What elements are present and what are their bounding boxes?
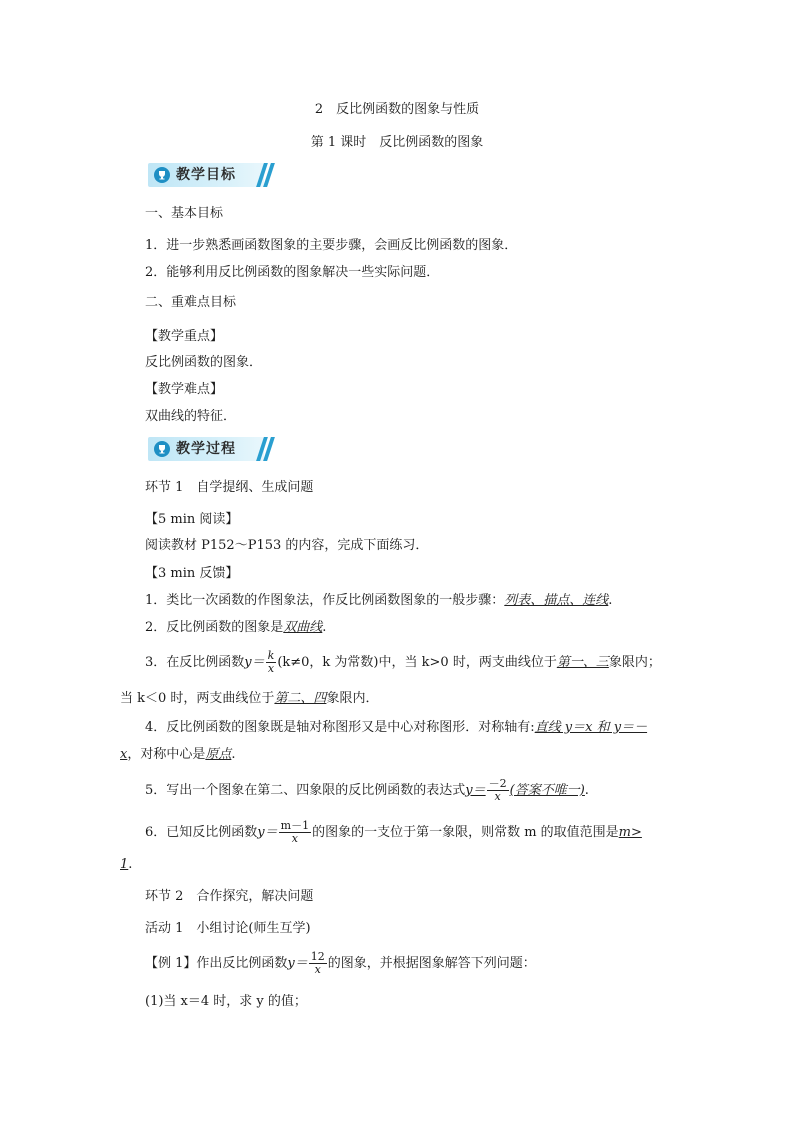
sub-question-1: (1)当 x＝4 时，求 y 的值； [145,994,307,1009]
q6-end: . [128,857,133,872]
q6-denominator: x [291,832,298,845]
q1-end: . [608,593,613,608]
q3-end-2: 象限内． [326,691,379,706]
q5-note: (答案不唯一) [509,783,585,798]
feedback-label: 【3 min 反馈】 [145,566,239,581]
trophy-icon [154,167,170,183]
question-4-line2 [120,745,236,765]
goal-item: 2．能够利用反比例函数的图象解决一些实际问题． [145,265,440,280]
q6-line2-answer: 1 [120,857,129,872]
example-denominator: x [314,963,321,976]
section-label: 教学目标 [176,167,236,183]
example-pre: 【例 1】作出反比例函数 [145,956,288,971]
q6-answer: m> [618,825,642,840]
example-y: y＝ [287,956,308,971]
q6-y: y＝ [257,825,278,840]
key-goals-heading: 二、重难点目标 [145,295,237,310]
q3-answer-1: 第一、三 [556,655,609,670]
read-label: 【5 min 阅读】 [145,512,239,527]
question-6 [145,819,642,847]
example-post: 的图象，并根据图象解答下列问题： [327,956,536,971]
question-5 [145,777,589,805]
question-3-line2 [120,689,378,709]
example-numerator: 12 [310,950,325,963]
q4-answer-2: 原点 [205,747,232,762]
basic-goals-heading: 一、基本目标 [145,206,224,221]
section-label: 教学过程 [176,441,236,457]
q4-text: 4．反比例函数的图象既是轴对称图形又是中心对称图形．对称轴有: [145,720,535,735]
q3-line2-pre: 当 k＜0 时，两支曲线位于 [120,691,275,706]
q5-y: y＝ [465,783,486,798]
q6-pre: 6．已知反比例函数 [145,825,258,840]
q4-end: . [231,747,236,762]
example-fraction [309,951,327,976]
question-2 [145,618,326,638]
q3-numerator: k [267,649,275,662]
key-point-label: 【教学重点】 [145,329,224,344]
q5-answer [465,777,585,803]
q5-text: 5．写出一个图象在第二、四象限的反比例函数的表达式 [145,783,466,798]
q6-numerator: m－1 [280,819,310,832]
q6-fraction [279,820,311,845]
q5-numerator: －2 [488,777,507,790]
page-title: 2 反比例函数的图象与性质 [314,102,480,117]
q3-denominator: x [267,662,275,675]
q4-line2-answer: x [120,747,128,762]
q3-y: y＝ [244,655,265,670]
q5-end: . [584,783,589,798]
trophy-icon [154,441,170,457]
q3-fraction [266,650,277,675]
q6-mid: 的图象的一支位于第一象限，则常数 m 的取值范围是 [312,825,619,840]
difficulty-label: 【教学难点】 [145,382,224,397]
section-banner-goals [148,163,272,187]
q1-answer: 列表、描点、连线 [504,593,609,608]
q5-denominator: x [494,790,501,803]
q4-answer-1: 直线 y＝x 和 y＝－ [534,720,648,735]
read-text: 阅读教材 P152～P153 的内容，完成下面练习． [145,538,429,553]
difficulty-text: 双曲线的特征． [145,409,237,424]
link2-heading: 环节 2 合作探究，解决问题 [145,889,314,904]
q3-answer-2: 第二、四 [274,691,327,706]
key-point-text: 反比例函数的图象． [145,355,263,370]
q2-end: . [322,620,327,635]
goal-item: 1．进一步熟悉画函数图象的主要步骤，会画反比例函数的图象． [145,238,518,253]
question-4 [145,718,647,738]
q3-pre: 3．在反比例函数 [145,655,245,670]
q2-text: 2．反比例函数的图象是 [145,620,284,635]
question-1 [145,591,612,611]
link1-heading: 环节 1 自学提纲、生成问题 [145,480,314,495]
q2-answer: 双曲线 [283,620,323,635]
example-1 [145,950,536,978]
q1-text: 1．类比一次函数的作图象法，作反比例函数图象的一般步骤： [145,593,505,608]
question-6-line2 [120,855,132,875]
question-3 [145,650,661,676]
q3-end-1: 象限内； [608,655,661,670]
q5-fraction [487,778,509,803]
activity1-heading: 活动 1 小组讨论(师生互学) [145,921,311,936]
q4-line2-mid: ，对称中心是 [127,747,206,762]
section-banner-process [148,437,272,461]
page-subtitle: 第 1 课时 反比例函数的图象 [310,135,484,150]
q3-mid: (k≠0，k 为常数)中，当 k>0 时，两支曲线位于 [277,655,557,670]
